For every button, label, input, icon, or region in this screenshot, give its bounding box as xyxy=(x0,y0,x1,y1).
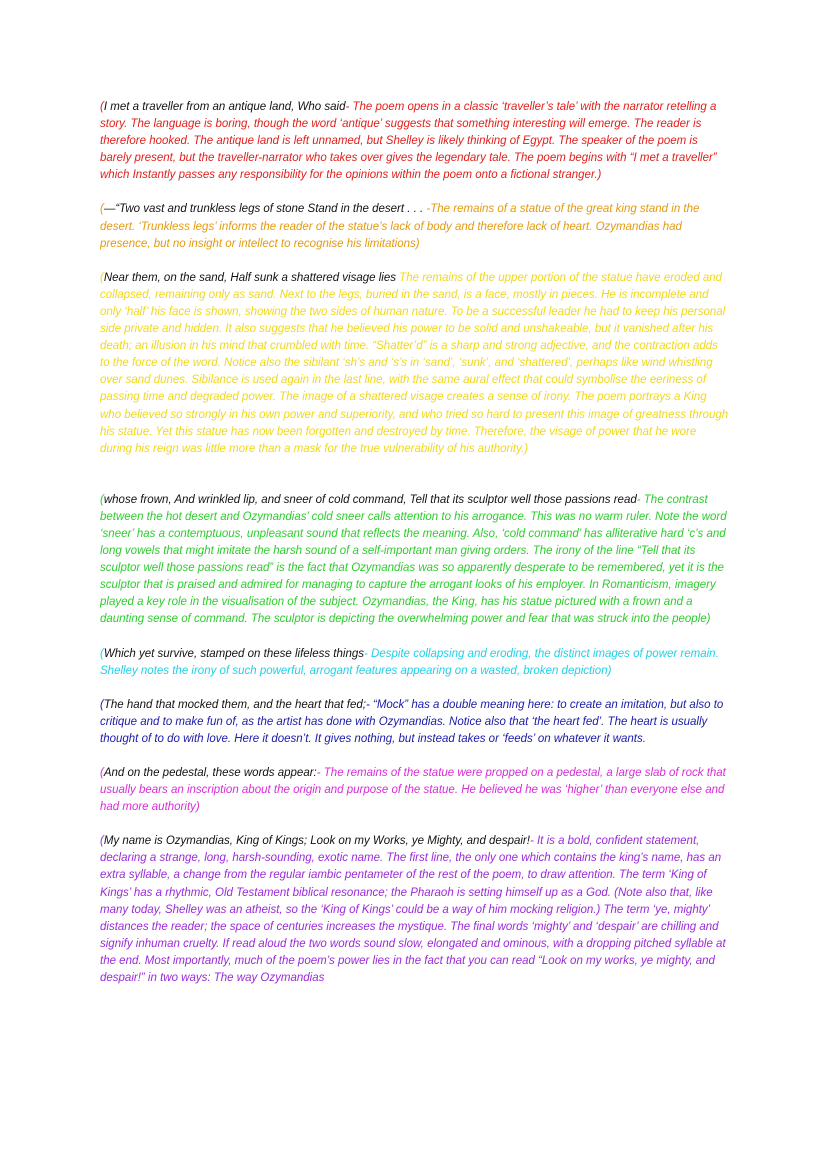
open-paren: ( xyxy=(100,101,104,113)
paragraph-traveller xyxy=(100,99,730,184)
paragraph-king-of-kings xyxy=(100,833,730,987)
commentary: The remains of the upper portion of the statue have eroded and collapsed, remaining only as sand. Next to the legs, buried in the sand, is a face, mostly in pieces. He is incomplete and only ‘half’ his face is shown, showing the two sides of human nature. To be a successful leader he had to keep his personal side private and hidden. It also suggests that he believed his power to be solid and unshakeable, but it vanished after his death; an illusion in his mind that crumbled with time. “Shatter’d” is a sharp and strong adjective, and the contraction adds to the force of the word. Notice also the sibilant ‘sh’s and ‘s’s in ‘sand’, ‘sunk’, and ‘shattered’, perhaps like wind whistling over sand dunes. Sibilance is used again in the last line, with the same aural effect that could symbolise the eeriness of passing time and degraded power. The image of a shattered visage creates a sense of irony. The poem portrays a King who believed so strongly in his own power and superiority, and who tried so hard to present this image of greatness through his statue. Yet this statue has now been forgotten and destroyed by time. Therefore, the visage of power that he wore during his reign was little more than a mask for the true vulnerability of his authority.) xyxy=(100,271,729,455)
document-page xyxy=(100,99,730,1004)
paragraph-pedestal xyxy=(100,765,730,816)
poem-quote: —“Two vast and trunkless legs of stone Stand in the desert . . . xyxy=(103,203,424,216)
poem-quote: The hand that mocked them, and the heart that fed; xyxy=(103,698,366,711)
poem-quote: Near them, on the sand, Half sunk a shattered visage lies xyxy=(103,271,396,284)
open-paren: ( xyxy=(100,835,104,848)
open-paren: ( xyxy=(100,203,104,216)
open-paren: ( xyxy=(100,271,104,284)
poem-quote: Which yet survive, stamped on these lifeless things xyxy=(103,647,364,660)
commentary: - The contrast between the hot desert and Ozymandias’ cold sneer calls attention to his arrogance. This was no warm ruler. Note the word ‘sneer’ has a contemptuous, unpleasant sound that reflects the meaning. Also, ‘cold command’ has alliterative hard ‘c’s and long vowels that might imitate the harsh sound of a self-important man giving orders. The irony of the line “Tell that its sculptor well those passions read” is the fact that Ozymandias was so apparently desperate to be remembered, yet it is the sculptor that is praised and admired for managing to capture the arrogant looks of his employer. In Romanticism, imagery played a key role in the visualisation of the subject. Ozymandias, the King, has his statue pictured with a frown and a daunting sense of command. The sculptor is depicting the overwhelming power and fear that was struck into the people) xyxy=(100,493,727,626)
commentary: -The remains of a statue of the great king stand in the desert. ‘Trunkless legs’ informs the reader of the statue’s lack of body and therefore lack of heart. Ozymandias had presence, but no insight or intellect to recognise his limitations) xyxy=(100,203,700,250)
paragraph-lifeless-things xyxy=(100,646,730,680)
paragraph-shattered-visage xyxy=(100,270,730,458)
paragraph-trunkless-legs xyxy=(100,201,730,252)
open-paren: ( xyxy=(100,767,104,779)
paragraph-hand-mocked xyxy=(100,697,730,748)
commentary: - It is a bold, confident statement, declaring a strange, long, harsh-sounding, exotic name. The first line, the only one which contains the king’s name, has an extra syllable, a change from the regular iambic pentameter of the rest of the poem, to draw attention. The term ‘King of Kings’ has a rhythmic, Old Testament biblical resonance; the Pharaoh is setting himself up as a God. (Note also that, like many today, Shelley was an atheist, so the ‘King of Kings’ could be a way of him mocking religion.) The term ‘ye, mighty’ distances the reader; the space of centuries increases the mystique. The final words ‘mighty’ and ‘despair’ are chilling and signify inhuman cruelty. If read aloud the two words sound slow, elongated and ominous, with a dropping pitched syllable at the end. Most importantly, much of the poem’s power lies in the fact that you can read “Look on my works, ye mighty, and despair!” in two ways: The way Ozymandias xyxy=(100,835,726,985)
poem-quote: My name is Ozymandias, King of Kings; Look on my Works, ye Mighty, and despair! xyxy=(103,835,530,848)
poem-quote: I met a traveller from an antique land, Who said xyxy=(103,101,346,113)
open-paren: ( xyxy=(100,493,104,506)
commentary: - The remains of the statue were propped on a pedestal, a large slab of rock that usually bears an inscription about the origin and purpose of the statue. He believed he was ‘higher’ than everyone else and had more authority) xyxy=(100,767,726,814)
poem-quote: And on the pedestal, these words appear: xyxy=(103,767,317,779)
open-paren: ( xyxy=(100,647,104,660)
paragraph-cold-command xyxy=(100,492,730,629)
open-paren: ( xyxy=(100,698,104,711)
commentary: - Despite collapsing and eroding, the distinct images of power remain. Shelley notes the irony of such powerful, arrogant features appearing on a wasted, broken depiction) xyxy=(100,647,719,677)
commentary: - The poem opens in a classic ‘traveller’s tale’ with the narrator retelling a story. The language is boring, though the word ‘antique’ suggests that something interesting will emerge. The reader is therefore hooked. The antique land is left unnamed, but Shelley is likely thinking of Egypt. The speaker of the poem is barely present, but the traveller-narrator who takes over gives the legendary tale. The poem begins with “I met a traveller” which Instantly passes any responsibility for the opinions within the poem onto a fictional stranger.) xyxy=(100,101,717,182)
commentary: - “Mock” has a double meaning here: to create an imitation, but also to critique and to make fun of, as the artist has done with Ozymandias. Notice also that ‘the heart fed’. The heart is usually thought of to do with love. Here it doesn’t. It gives nothing, but instead takes or ‘feeds’ on whatever it wants. xyxy=(100,698,724,745)
poem-quote: whose frown, And wrinkled lip, and sneer of cold command, Tell that its sculptor well those passions read xyxy=(103,493,637,506)
